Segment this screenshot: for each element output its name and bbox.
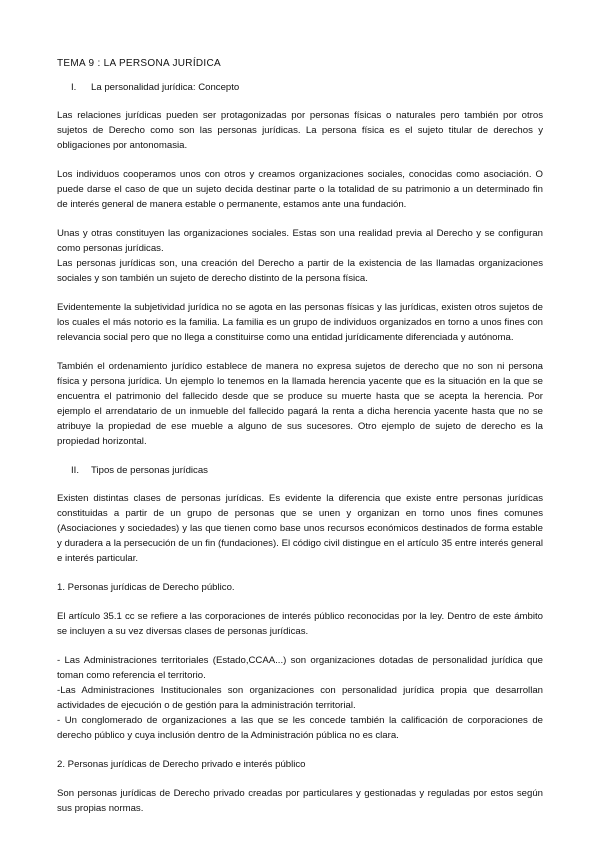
section-label: Tipos de personas jurídicas	[91, 465, 208, 476]
paragraph: Las personas jurídicas son, una creación del Derecho a partir de la existencia de las llamadas organizaciones sociales y son también un sujeto de derecho distinto de la persona física.	[57, 258, 543, 284]
list-item: - Las Administraciones territoriales (Estado,CCAA...) son organizaciones dotadas de personalidad jurídica que toman como referencia el territorio.	[57, 655, 543, 681]
section-heading-2	[57, 463, 543, 478]
paragraph: El artículo 35.1 cc se refiere a las corporaciones de interés público reconocidas por la ley. Dentro de este ámbito se incluyen a su vez diversas clases de personas jurídicas.	[57, 611, 543, 637]
paragraph: También el ordenamiento jurídico establece de manera no expresa sujetos de derecho que no son ni persona física y persona jurídica. Un ejemplo lo tenemos en la llamada herencia yacente que es la situación en la que se encuentra el patrimonio del fallecido desde que se produce su muerte hasta que se acepta la herencia. Por ejemplo el arrendatario de un inmueble del fallecido pagará la renta a dicha herencia yacente hasta que no se atribuye la propiedad de ese mueble a alguno de sus sucesores. Otro ejemplo de sujeto de derecho es la propiedad horizontal.	[57, 361, 543, 447]
paragraph: Son personas jurídicas de Derecho privado creadas por particulares y gestionadas y reguladas por estos según sus propias normas.	[57, 788, 543, 814]
section-number: I.	[71, 82, 77, 93]
section-number: II.	[71, 465, 79, 476]
subsection-heading-2: 2. Personas jurídicas de Derecho privado e interés público	[57, 759, 306, 770]
list-item: - Un conglomerado de organizaciones a las que se les concede también la calificación de corporaciones de derecho público y cuya inclusión dentro de la Administración pública no es clara.	[57, 715, 543, 741]
section-heading-1	[57, 80, 543, 95]
paragraph: Los individuos cooperamos unos con otros y creamos organizaciones sociales, conocidas como asociación. O puede darse el caso de que un sujeto decida destinar parte o la totalidad de su patrimonio a un determinado fin de interés general de manera estable o permanente, estamos ante una fundación.	[57, 169, 543, 210]
document-title: TEMA 9 : LA PERSONA JURÍDICA	[57, 58, 222, 69]
paragraph: Existen distintas clases de personas jurídicas. Es evidente la diferencia que existe entre personas jurídicas constituidas a partir de un grupo de personas que se unen y organizan en torno unos fines comunes (Asociaciones y sociedades) y las que tienen como base unos recursos económicos destinados de forma estable y duradera a la persecución de un fin (fundaciones). El código civil distingue en el artículo 35 entre interés general e interés particular.	[57, 493, 543, 564]
paragraph: Unas y otras constituyen las organizaciones sociales. Estas son una realidad previa al Derecho y se configuran como personas jurídicas.	[57, 228, 543, 254]
paragraph: Las relaciones jurídicas pueden ser protagonizadas por personas físicas o naturales pero también por otros sujetos de Derecho como son las personas jurídicas. La persona física es el sujeto titular de derechos y obligaciones por antonomasia.	[57, 110, 543, 151]
section-label: La personalidad jurídica: Concepto	[91, 82, 240, 93]
paragraph: Evidentemente la subjetividad jurídica no se agota en las personas físicas y las jurídicas, existen otros sujetos de los cuales el más notorio es la familia. La familia es un grupo de individuos organizados en torno a unos fines con relevancia social pero que no llega a constituirse como una entidad jurídicamente diferenciada y autónoma.	[57, 302, 543, 343]
subsection-heading-1: 1. Personas jurídicas de Derecho público.	[57, 582, 235, 593]
list-item: -Las Administraciones Institucionales son organizaciones con personalidad jurídica propia que desarrollan actividades de ejecución o de gestión para la administración territorial.	[57, 685, 543, 711]
bullet-list	[57, 653, 543, 743]
